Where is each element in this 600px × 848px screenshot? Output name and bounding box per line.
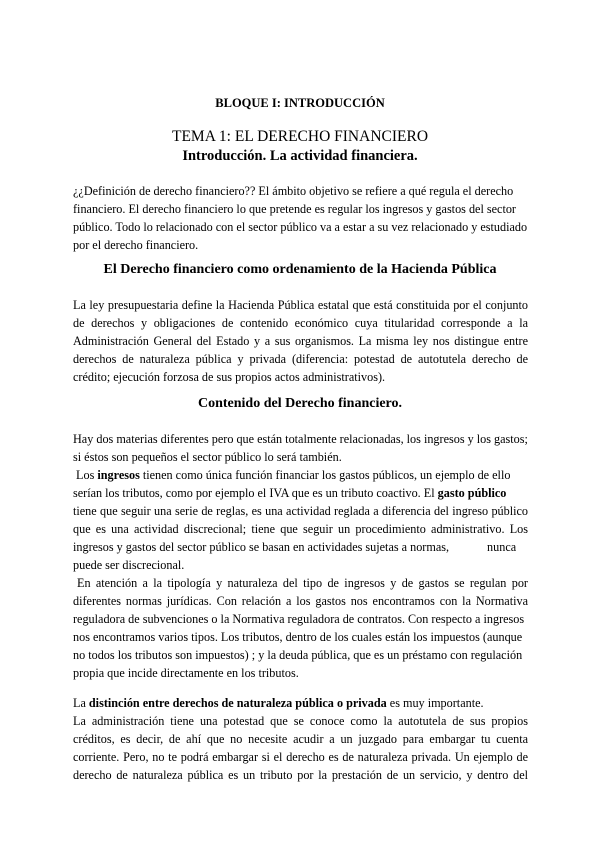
paragraph-line: ingresos y gastos del sector público se basan en actividades sujetas a normas, nunca	[73, 540, 517, 554]
paragraph-line: derechos de naturaleza pública y privada (diferencia: potestad de autotutela derecho de	[73, 352, 528, 366]
block-title: BLOQUE I: INTRODUCCIÓN	[215, 96, 385, 110]
bold-term-gasto-publico: gasto público	[437, 486, 507, 500]
paragraph-line: si éstos son pequeños el sector público lo será también.	[73, 450, 342, 464]
paragraph-line: financiero. El derecho financiero lo que pretende es regular los ingresos y gastos del sector	[73, 202, 516, 216]
paragraph-definition	[73, 182, 528, 254]
paragraph-line: tiene que seguir una serie de reglas, es una actividad reglada a diferencia del ingreso público	[73, 504, 528, 518]
paragraph-line: La distinción entre derechos de naturaleza pública o privada es muy importante.	[73, 696, 484, 710]
paragraph-line: La administración tiene una potestad que se conoce como la autotutela de sus propios	[73, 714, 528, 728]
paragraph-ingresos	[73, 466, 528, 574]
paragraph-line: derecho de naturaleza pública es un tributo por la prestación de un servicio, y dentro del	[73, 768, 528, 782]
paragraph-hacienda	[73, 296, 528, 386]
chapter-subtitle: Introducción. La actividad financiera.	[182, 148, 418, 164]
chapter-title: TEMA 1: EL DERECHO FINANCIERO	[171, 128, 429, 145]
paragraph-line: por el derecho financiero.	[73, 238, 199, 252]
paragraph-line: crédito; ejecución forzosa de sus propios actos administrativos).	[73, 370, 386, 384]
paragraph-line: corriente. Pero, no te podrá embargar si el derecho es de naturaleza privada. Un ejemplo de	[73, 750, 528, 764]
paragraph-line: reguladora de subvenciones o la Normativa reguladora de contratos. Con respecto a ingresos	[73, 612, 525, 626]
paragraph-line: nos encontramos varios tipos. Los tributos, dentro de los cuales están los impuestos (aunque	[73, 630, 523, 644]
paragraph-line: puede ser discrecional.	[73, 558, 185, 572]
paragraph-line: Administración General del Estado y a sus organismos. La misma ley nos distingue entre	[73, 334, 528, 348]
paragraph-line: En atención a la tipología y naturaleza del tipo de ingresos y de gastos se regulan por	[77, 576, 528, 590]
bold-term-ingresos: ingresos	[97, 468, 140, 482]
paragraph-line: créditos, es decir, de ahí que no necesite acudir a un juzgado para embargar tu cuenta	[73, 732, 528, 746]
paragraph-line: público. Todo lo relacionado con el sector público va a estar a su vez relacionado y estudiado	[73, 220, 528, 234]
paragraph-materias	[73, 430, 528, 466]
section-heading-contenido: Contenido del Derecho financiero.	[197, 396, 403, 411]
paragraph-line: Hay dos materias diferentes pero que están totalmente relacionadas, los ingresos y los gastos;	[73, 432, 528, 446]
paragraph-tipologia	[73, 574, 528, 682]
paragraph-line: que es una actividad discrecional; tiene que seguir un procedimiento administrativo. Los	[73, 522, 528, 536]
paragraph-line: ¿¿Definición de derecho financiero?? El ámbito objetivo se refiere a qué regula el derecho	[73, 184, 514, 198]
paragraph-line: propia que incide directamente en los tributos.	[73, 666, 299, 680]
paragraph-line: no todos los tributos son impuestos) ; y la deuda pública, que es un préstamo con regulación	[73, 648, 523, 662]
paragraph-line: diferentes normas jurídicas. Con relación a los gastos nos encontramos con la Normativa	[73, 594, 528, 608]
bold-term-distincion: distinción entre derechos de naturaleza pública o privada	[88, 696, 387, 710]
paragraph-line: La ley presupuestaria define la Hacienda Pública estatal que está constituida por el conjunto	[73, 298, 528, 312]
paragraph-line: de derechos y obligaciones de contenido económico cuya titularidad corresponde a la	[73, 316, 528, 330]
paragraph-distincion	[73, 694, 528, 784]
section-heading-hacienda: El Derecho financiero como ordenamiento de la Hacienda Pública	[103, 262, 497, 277]
paragraph-line: serían los tributos, como por ejemplo el IVA que es un tributo coactivo. El gasto público	[73, 486, 507, 500]
paragraph-line: Los ingresos tienen como única función financiar los gastos públicos, un ejemplo de ello	[76, 468, 511, 482]
